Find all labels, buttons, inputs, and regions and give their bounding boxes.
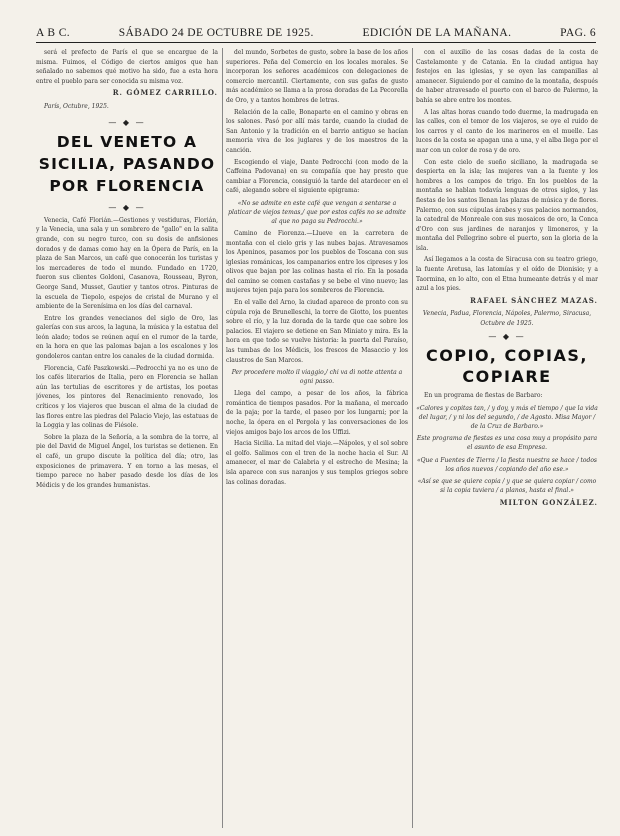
column-divider [222, 48, 223, 828]
body-paragraph: del mundo, Sorbetes de gusto, sobre la base de los años superiores. Peña del Comercio en los locales morales. Se incorporan los señores académicos con delegaciones de comercio mercantil. Ciertamente, con sus gafas de gusto más académico se llama a la prosa doradas de La Pecorella de Oro, y a tantos hombres de letras. [226, 49, 408, 104]
column-middle [226, 48, 408, 828]
author-signature: R. GÓMEZ CARRILLO. [112, 88, 218, 98]
italian-caption: Per procedere molto il viaggio,/ chi va di notte attenta a ogni passo. [231, 369, 403, 386]
page-number: PAG. 6 [560, 27, 596, 39]
body-paragraph: Florencia, Café Paszkowski.—Pedrocchi ya no es uno de los cafés literarios de Italia, pero en Florencia se hallan aún las tertulias de escritores y de artistas, los poetas jóvenes, los pintores del Renacimiento renovado, los críticos y los viajeros que buscan el alma de la ciudad de las flores entre las piedras del Palacio Viejo, las estatuas de la Loggia y las colinas de Fiésole. [36, 364, 218, 430]
body-paragraph: En el valle del Arno, la ciudad aparece de pronto con su cúpula roja de Brunelleschi, la torre de Giotto, los puentes sobre el río, y la luz dorada de la tarde que cae sobre los palacios. El viajero se detiene en San Miniato y mira. Es la hora en que todo se vuelve historia: la puerta del Paraíso, las tumbas de los Médicis, los frescos de Masaccio y los claustros de San Marcos. [226, 299, 408, 364]
place-note: Venecia, Padua, Florencia, Nápoles, Palermo, Siracusa, Octubre de 1925. [422, 310, 592, 328]
body-paragraph: Sobre la plaza de la Señoría, a la sombra de la torre, al pie del David de Miguel Ángel, los turistas se detienen. En el café, un grupo discute la política del día; otro, las exposiciones de primavera. Y en torno a las mesas, el tiempo parece no haber pasado desde los días de los Médicis y de los grandes humanistas. [36, 433, 218, 489]
body-paragraph: Venecia, Café Florián.—Gestiones y vestiduras, Florián, y la Venecia, una sala y un sombrero de "gallo" en la salita grande, con su negro turco, con su dosis de anfisiones dorados y de damas como hay en la Ópera de París, en la plaza de San Marcos, un café que conocerán los turistas y los mercaderes de todo el mundo. Fundado en 1720, fueron sus clientes Goldoni, Casanova, Rousseau, Byron, George Sand, Musset, Gautier y tantos otros. Pinturas de la escuela de Tiepolo, espejos de cristal de Murano y el ambiente de la Serenísima en los días del carnaval. [36, 216, 218, 311]
column-left [36, 48, 218, 828]
quoted-verse: «Así se que se quiere copia / y que se quiera copiar / como si la copia tuviera / a planos, hasta el final.» [417, 478, 597, 494]
body-paragraph: con el auxilio de las cosas dadas de la costa de Castelamonte y de Catania. En la ciudad antigua hay festejos en las iglesias, y se oyen las campanillas al amanecer. Siguiendo por el camino de la montaña, después de haber atravesado el puerto con el barco de Palermo, la bahía se abre entre los montes. [416, 49, 598, 104]
paper-name: A B C. [36, 27, 71, 39]
intro-paragraph: será el prefecto de París el que se encargue de la misma. Fuimos, el Código de ciertos amigos que han señalado no sabemos qué motivo ha sido, fue a esta hora entre el pueblo para ser conocida su misma voz. [36, 49, 218, 85]
body-paragraph: Camino de Fiorenza.—Llueve en la carretera de montaña con el cielo gris y las nubes bajas. Atravesamos los Apeninos, pasamos por los pueblos de Toscana con sus iglesias románicas, los campanarios entre los cipreses y los olivos que bajan por las colinas hasta el río. En la posada del camino se comen castañas y se bebe el vino nuevo; las mujeres tejen paja para los sombreros de Florencia. [226, 229, 408, 295]
column-right [416, 48, 598, 828]
epigram: «No se admite en este café que vengan a sentarse a platicar de viejos temas,/ que por estos cafés no se admite al que no paga su Pedrocchi.» [228, 199, 406, 225]
body-paragraph: Con este cielo de sueño siciliano, la madrugada se despierta en la isla; las mujeres van a la fuente y los hombres a los campos de trigo. En los pueblos de la montaña se hablan todavía lenguas de otros siglos, y las fiestas de los santos llenan las plazas de música y de flores. Palermo, con sus cúpulas árabes y sus palacios normandos, la catedral de Monreale con sus mosaicos de oro, la Conca d'Oro con sus jardines de naranjos y limoneros, y la montaña del Pellegrino sobre el puerto, son la gloria de la isla. [416, 158, 598, 252]
author-signature: MILTON GONZÁLEZ. [499, 498, 598, 507]
dateline: París, Octubre, 1925. [44, 102, 109, 110]
body-paragraph: Relación de la calle, Bonaparte en el camino y obras en los salones. Pasó por allí más tarde, cuando la ciudad de San Antonio y la tradición en el barrio antiguo se hacían memoria viva de los juglares y de los maestros de la canción. [226, 108, 408, 154]
quoted-verse: «Calores y copitas tan, / y doy, y más el tiempo / que la vida del lugar, / y ni los del segundo, / de Agosto. Misa Mayor / de la Cruz de Barbaro.» [416, 404, 598, 430]
body-paragraph: Hacia Sicilia. La mitad del viaje.—Nápoles, y el sol sobre el golfo. Salimos con el tren de la noche hacia el Sur. Al amanecer, el mar de Calabria y el estrecho de Mesina; la isla aparece con sus naranjos y sus templos griegos sobre las colinas doradas. [226, 440, 408, 486]
body-paragraph: Llega del campo, a pesar de los años, la fábrica romántica de tiempos pasados. Por la mañana, el mercado de la paja; por la tarde, el paseo por los lungarni; por la noche, la ópera en el Pergola y las conversaciones de los viejos amigos bajo los arcos de los Uffizi. [226, 390, 408, 436]
article-headline: DEL VENETO A SICILIA, PASANDO POR FLORENCIA [38, 133, 216, 196]
edition-label: EDICIÓN DE LA MAÑANA. [362, 27, 512, 39]
body-paragraph: A las altas horas cuando todo duerme, la madrugada en las calles, con el temor de los viajeros, se oye el ruido de los carros y el canto de los marineros en el muelle. Las luces de la costa se apagan una a una, y el alba llega por el mar con un color de rosa y de oro. [416, 108, 598, 154]
quoted-verse: «Que a Fuentes de Tierra / la fiesta nuestra se hace / todos los años nuevos / copiando del año ese.» [416, 457, 598, 473]
verse-caption: Este programa de fiestas es una cosa muy a propósito para el asunto de esa Empresa. [416, 434, 598, 452]
ornament-divider: — ◆ — [108, 117, 146, 127]
article-columns [36, 48, 596, 828]
author-signature: RAFAEL SÁNCHEZ MAZAS. [470, 295, 598, 305]
section-intro: En un programa de fiestas de Barbaro: [424, 392, 543, 400]
column-divider [412, 48, 413, 828]
section-headline: COPIO, COPIAS, COPIARE [426, 346, 588, 387]
body-paragraph: Escogiendo el viaje, Dante Pedrocchi (con modo de la Caffeina Padovana) en su compañía que hay presto que cambiar a Florencia, consiguió la tarde del atardecer en el café, alegando sobre el siguiente epigrama: [226, 158, 408, 195]
ornament-divider: — ◆ — [108, 203, 146, 213]
body-paragraph: Así llegamos a la costa de Siracusa con su teatro griego, la fuente Aretusa, las latomías y el oído de Dionisio; y a Taormina, en lo alto, con el Etna humeante detrás y el mar azul a los pies. [416, 256, 598, 293]
body-paragraph: Entre los grandes venecianos del siglo de Oro, las galerías con sus arcos, la laguna, la música y la estatua del león alado; todos se reúnen aquí en el rumor de la tarde, en la hora en que las palomas bajan a los escalones y los gondoleros cantan entre los canales de la ciudad dormida. [36, 314, 218, 361]
page-header [36, 24, 596, 43]
ornament-divider: — ◆ — [488, 331, 526, 341]
issue-date: SÁBADO 24 DE OCTUBRE DE 1925. [118, 27, 314, 39]
